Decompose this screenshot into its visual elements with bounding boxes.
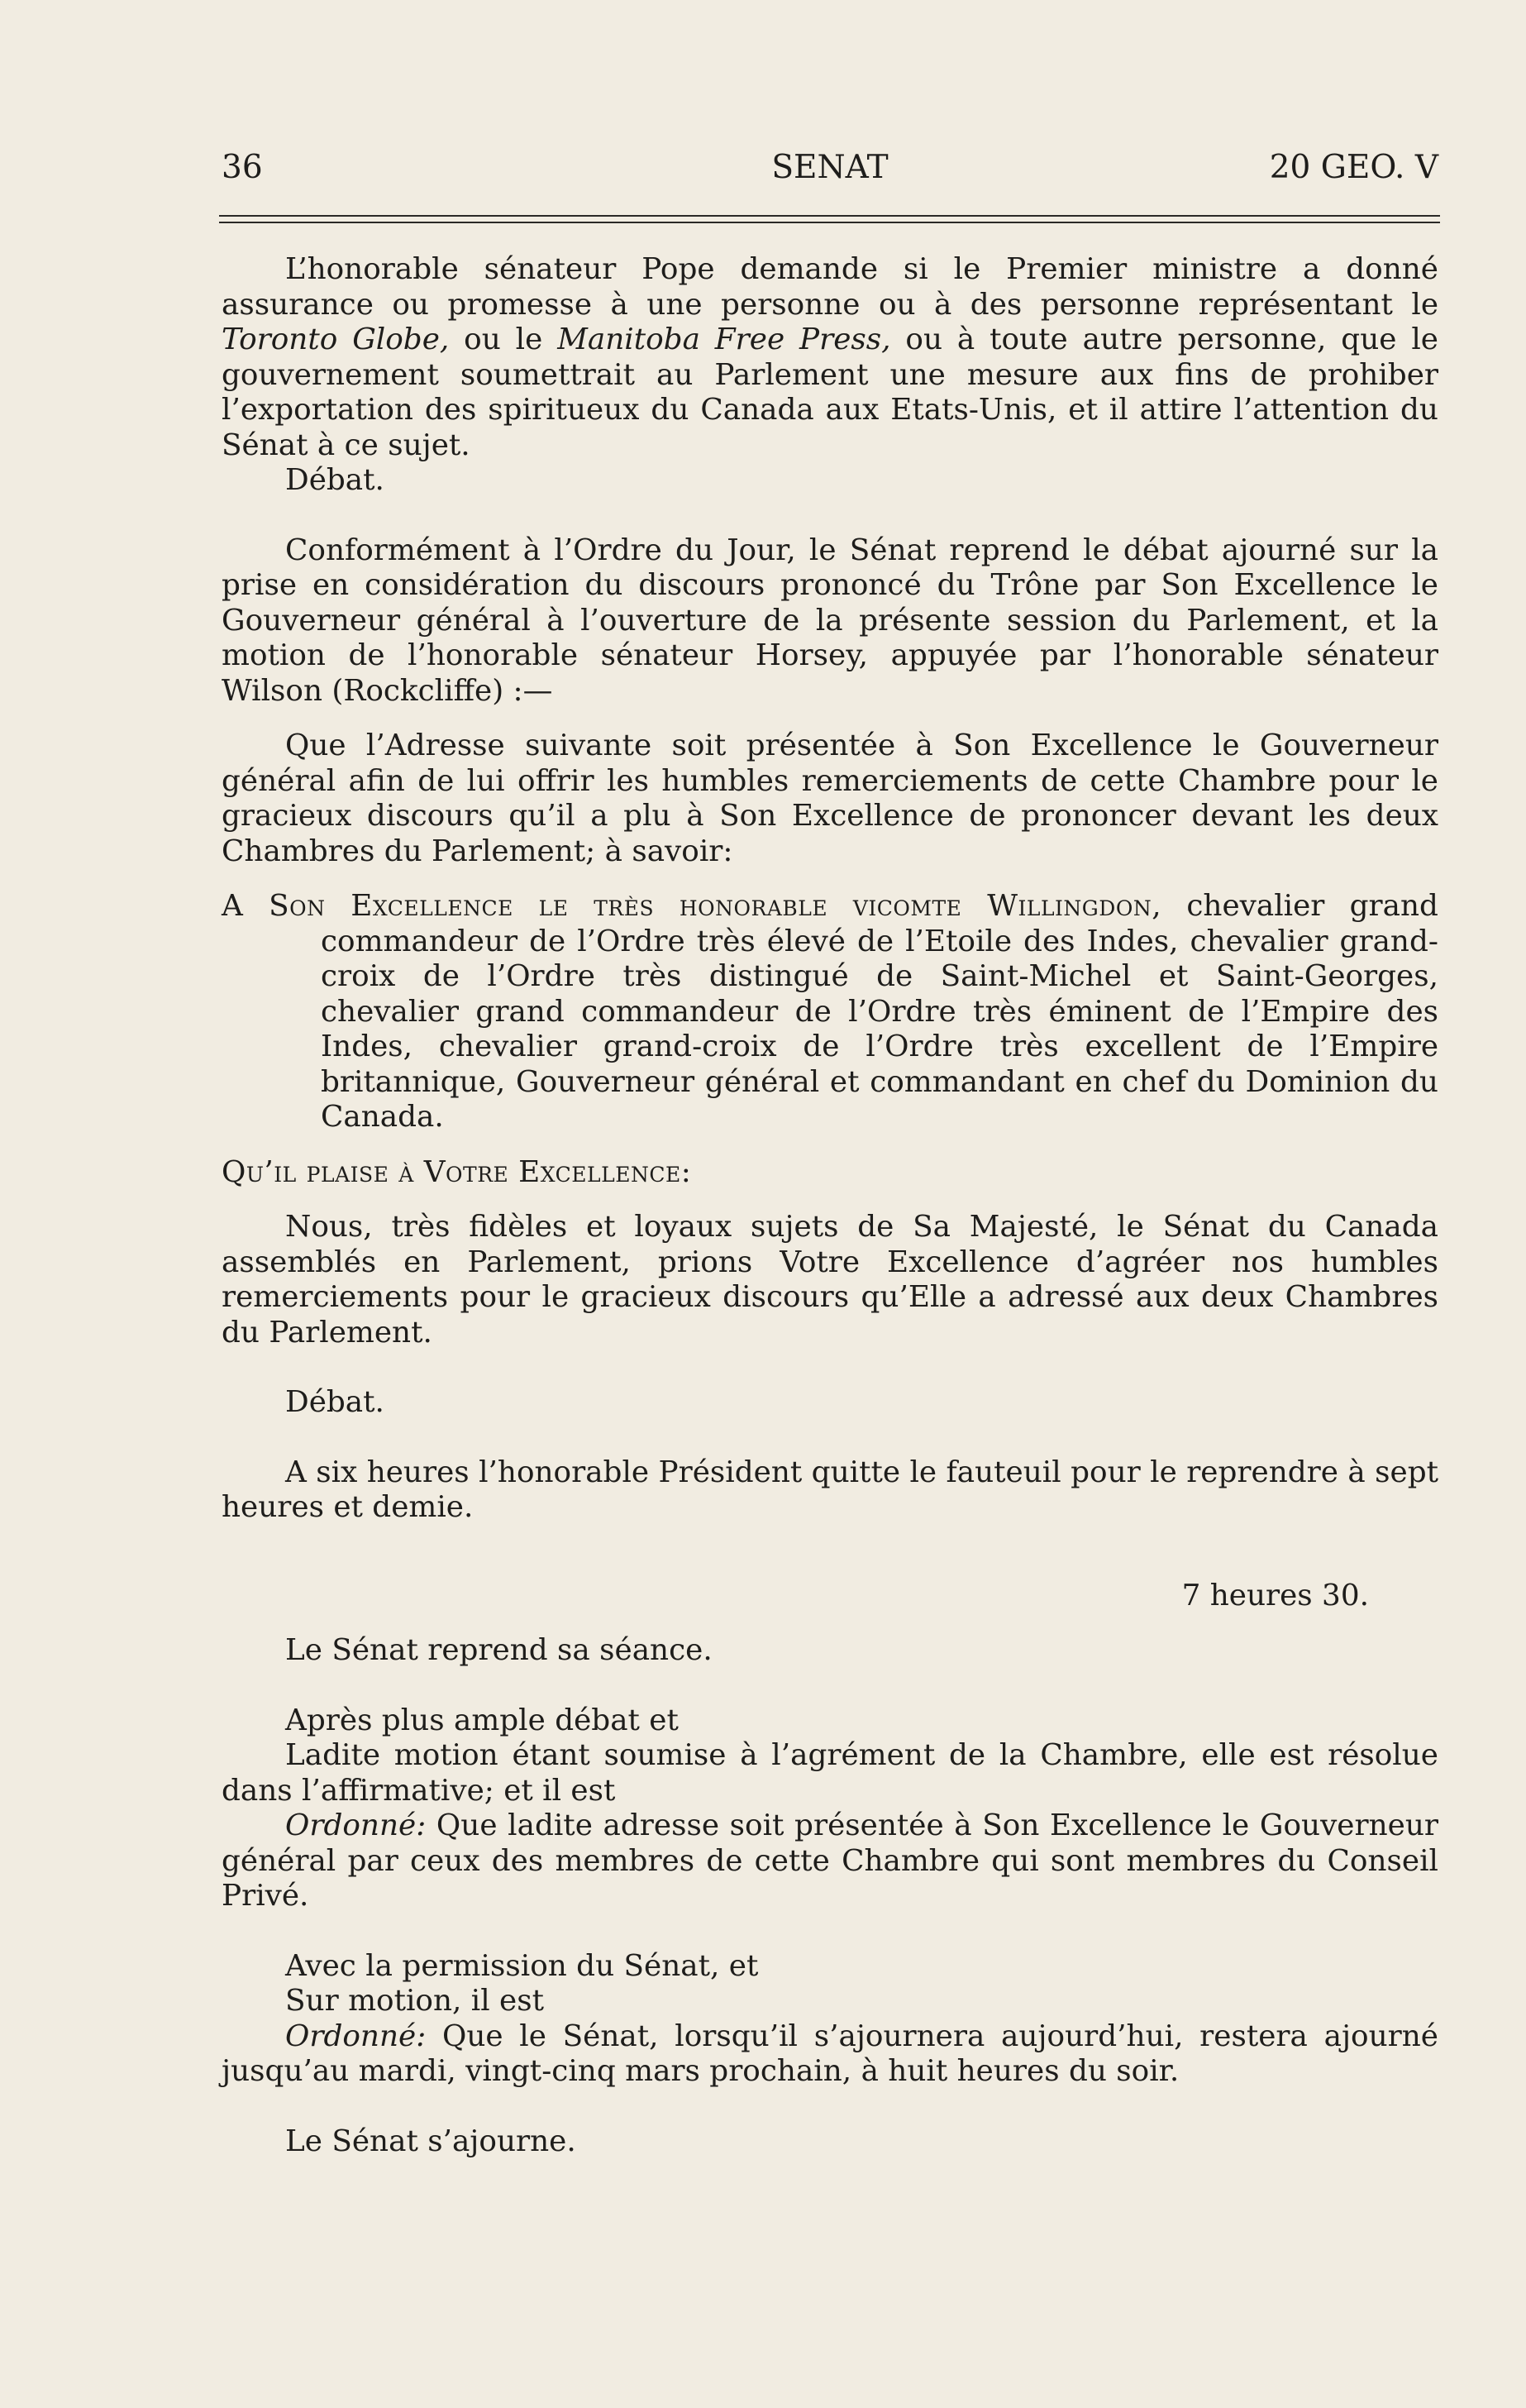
paragraph-address-motion: Que l’Adresse suivante soit présentée à Son Excellence le Gouverneur général afin de lui offrir les humbles remerciements de cette Chambre pour le gracieux discours qu’il a plu à Son Excellence de prononcer devant les deux Chambres du Parlement; à savoir: [222,729,1438,868]
header-rule-top [219,215,1440,217]
paragraph-resume: Le Sénat reprend sa séance. [285,1633,713,1667]
header-rule-bottom [219,222,1440,223]
paragraph-adjourn: Le Sénat s’ajourne. [285,2124,576,2158]
running-header [222,147,1438,189]
italic-title-toronto-globe: Toronto Globe, [222,322,450,356]
address-heading [222,889,1438,1135]
paragraph-address-text: Nous, très fidèles et loyaux sujets de Sa Majesté, le Sénat du Canada assemblés en Parlement, prions Votre Excellence d’agréer nos humbles remerciements pour le gracieux discours qu’Elle a adressé aux deux Chambres du Parlement. [222,1210,1438,1350]
page-number: 36 [222,149,263,186]
ordered-label: Ordonné: [285,1808,427,1842]
paragraph-ordered-address [222,1808,1438,1914]
text-run: Que le Sénat, lorsqu’il s’ajournera aujourd’hui, restera ajourné jusqu’au mardi, vingt-cinq mars prochain, à huit heures du soir. [222,2019,1438,2088]
paragraph-permission: Avec la permission du Sénat, et [285,1948,759,1983]
paragraph-order-of-day: Conformément à l’Ordre du Jour, le Sénat reprend le débat ajourné sur la prise en considération du discours prononcé du Trône par Son Excellence le Gouverneur général à l’ouverture de la présente session du Parlement, et la motion de l’honorable sénateur Horsey, appuyée par l’honorable sénateur Wilson (Rockcliffe) :— [222,533,1438,708]
paragraph-pope-question [222,252,1438,463]
document-body [222,252,1438,2159]
text-run: ou à toute autre personne, que le gouvernement soumettrait au Parlement une mesure aux fins de prohiber l’exportation des spiritueux du Canada aux Etats-Unis, et il attire l’attention du Sénat à ce sujet. [222,322,1438,462]
ordered-label: Ordonné: [285,2019,427,2053]
paragraph-recess: A six heures l’honorable Président quitte le fauteuil pour le reprendre à sept heures et demie. [222,1455,1438,1524]
text-run: L’honorable sénateur Pope demande si le Premier ministre a donné assurance ou promesse à une personne ou à des personne représentant le [222,252,1438,322]
paragraph-ordered-adjourn [222,2019,1438,2090]
paragraph-on-motion: Sur motion, il est [285,1984,544,2018]
time-stamp: 7 heures 30. [1181,1578,1369,1612]
address-recipient: A Son Excellence le très honorable vicomte Willingdon, [222,889,1162,923]
header-title: SENAT [771,149,889,186]
paragraph-further-debate: Après plus ample débat et [285,1703,679,1737]
address-titles: chevalier grand commandeur de l’Ordre très élevé de l’Etoile des Indes, chevalier grand-croix de l’Ordre très distingué de Saint-Michel et Saint-Georges, chevalier grand commandeur de l’Ordre très éminent de l’Empire des Indes, chevalier grand-croix de l’Ordre très excellent de l’Empire britannique, Gouverneur général et commandant en chef du Dominion du Canada. [321,889,1438,1134]
paragraph-motion-resolved: Ladite motion étant soumise à l’agrément de la Chambre, elle est résolue dans l’affirmative; et il est [222,1738,1438,1808]
debate-note: Débat. [285,463,384,497]
text-run: ou le [449,322,558,356]
salutation: Qu’il plaise à Votre Excellence: [222,1154,692,1189]
header-session: 20 GEO. V [1269,149,1438,186]
italic-title-manitoba-free-press: Manitoba Free Press, [557,322,891,356]
text-run: Que ladite adresse soit présentée à Son Excellence le Gouverneur général par ceux des membres de cette Chambre qui sont membres du Conseil Privé. [222,1808,1438,1913]
debate-note: Débat. [285,1385,384,1419]
